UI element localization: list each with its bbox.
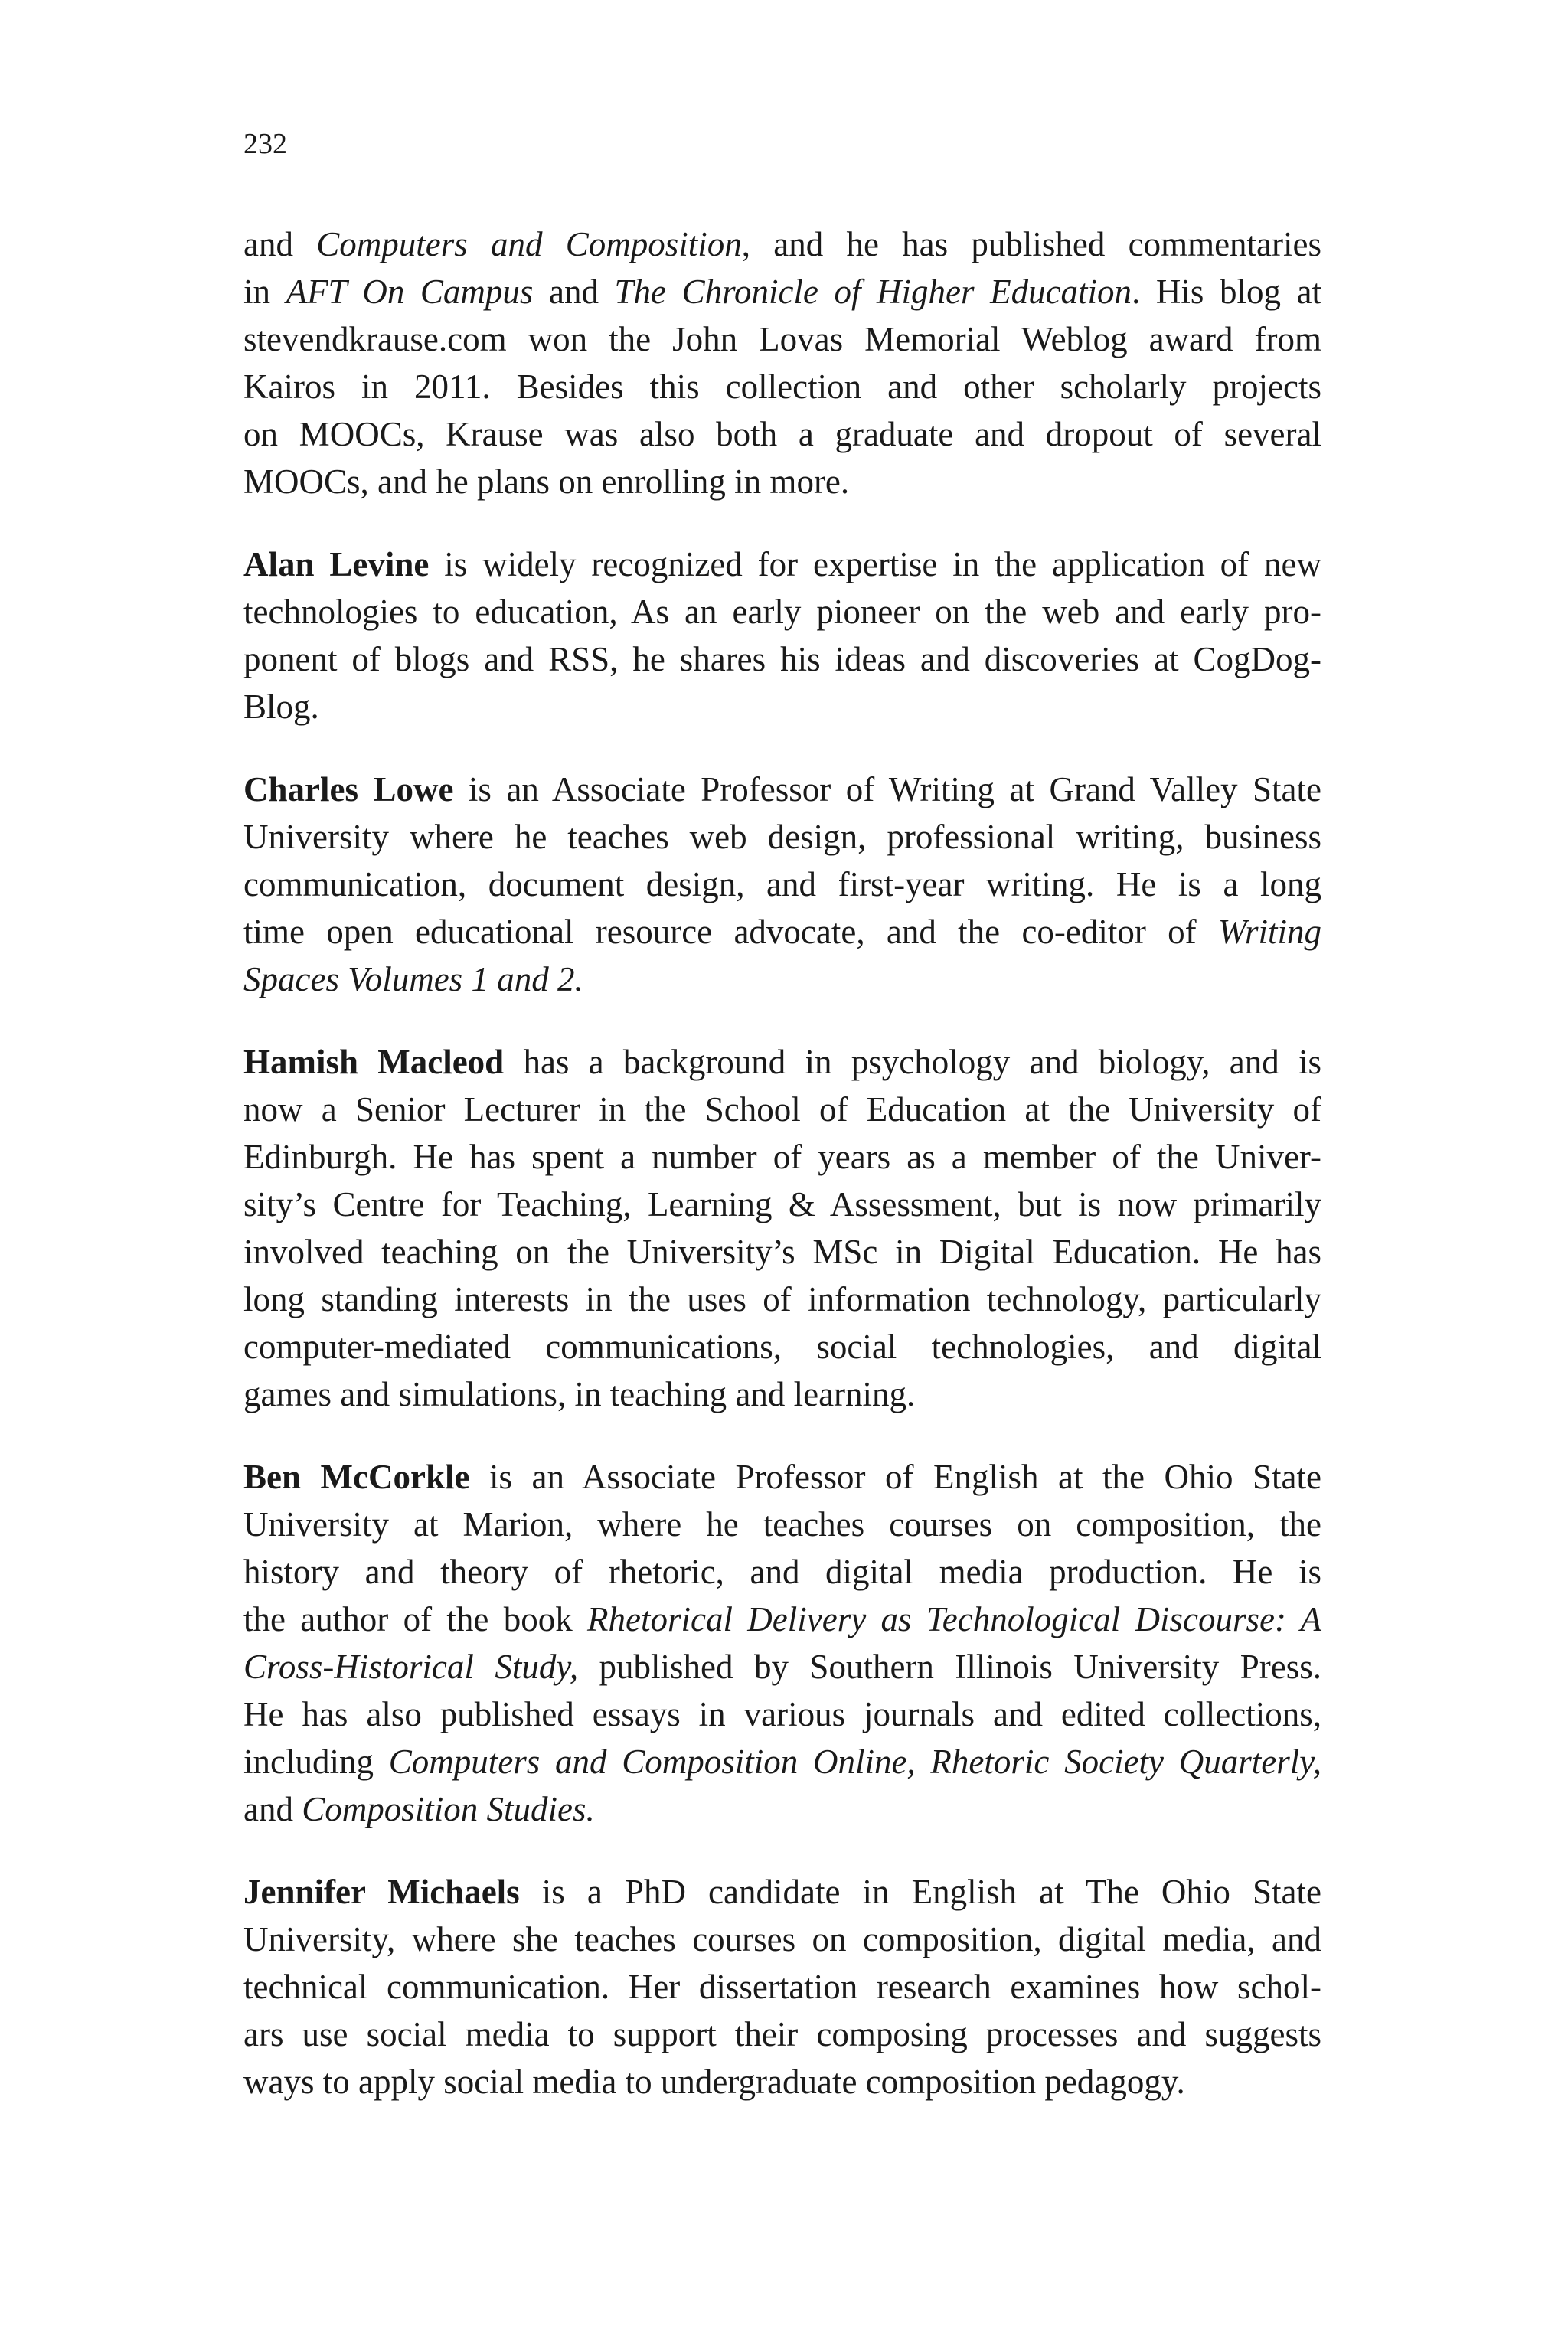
text-run: is an Associate Professor of English at the Ohio State bbox=[469, 1458, 1321, 1496]
text-run: is widely recognized for expertise in the application of new bbox=[429, 545, 1321, 583]
text-line bbox=[243, 1181, 1321, 1228]
text-line bbox=[243, 1228, 1321, 1276]
text-line bbox=[243, 1643, 1321, 1690]
text-run: University at Marion, where he teaches courses on composition, the bbox=[243, 1505, 1321, 1544]
text-line bbox=[243, 1548, 1321, 1596]
text-line bbox=[243, 1133, 1321, 1181]
contributor-name: Jennifer Michaels bbox=[243, 1873, 520, 1911]
text-line bbox=[243, 2058, 1321, 2105]
text-run: and bbox=[533, 273, 615, 311]
text-run: involved teaching on the University’s MSc in Digital Education. He has bbox=[243, 1233, 1321, 1271]
text-line bbox=[243, 1276, 1321, 1323]
text-run: time open educational resource advocate, and the co-editor of bbox=[243, 913, 1218, 951]
text-line bbox=[243, 588, 1321, 635]
bio-paragraph-lowe bbox=[243, 766, 1321, 1003]
text-line bbox=[243, 220, 1321, 268]
text-run: on MOOCs, Krause was also both a graduate and dropout of several bbox=[243, 415, 1321, 453]
text-line bbox=[243, 1868, 1321, 1916]
text-run: . His blog at bbox=[1132, 273, 1321, 311]
text-line bbox=[243, 813, 1321, 861]
text-line bbox=[243, 635, 1321, 683]
contributor-bios bbox=[243, 220, 1321, 2141]
text-line bbox=[243, 1086, 1321, 1133]
text-run: history and theory of rhetoric, and digital media production. He is bbox=[243, 1553, 1321, 1591]
italic-title: Cross-Historical Study, bbox=[243, 1648, 579, 1686]
contributor-name: Charles Lowe bbox=[243, 770, 454, 808]
text-run: MOOCs, and he plans on enrolling in more. bbox=[243, 462, 850, 501]
text-line bbox=[243, 1916, 1321, 1963]
contributor-name: Hamish Macleod bbox=[243, 1043, 505, 1081]
text-run: Edinburgh. He has spent a number of years as a member of the Univer- bbox=[243, 1138, 1321, 1176]
contributor-name: Alan Levine bbox=[243, 545, 430, 583]
text-run: and bbox=[243, 225, 317, 263]
text-run: including bbox=[243, 1743, 389, 1781]
text-run: Blog. bbox=[243, 688, 319, 726]
text-line bbox=[243, 1596, 1321, 1643]
text-line bbox=[243, 1453, 1321, 1501]
text-run: technologies to education, As an early pioneer on the web and early pro- bbox=[243, 593, 1321, 631]
text-run: now a Senior Lecturer in the School of Education at the University of bbox=[243, 1090, 1321, 1129]
text-run: games and simulations, in teaching and learning. bbox=[243, 1375, 916, 1413]
text-run: ars use social media to support their composing processes and suggests bbox=[243, 2015, 1321, 2053]
text-line bbox=[243, 861, 1321, 908]
text-line bbox=[243, 908, 1321, 956]
italic-title: AFT On Campus bbox=[286, 273, 534, 311]
italic-title: Computers and Composition bbox=[316, 225, 742, 263]
text-run: University, where she teaches courses on composition, digital media, and bbox=[243, 1920, 1321, 1958]
contributor-name: Ben McCorkle bbox=[243, 1458, 470, 1496]
text-line bbox=[243, 363, 1321, 410]
italic-title: Computers and Composition Online, Rhetoric Society Quarterly, bbox=[388, 1743, 1321, 1781]
text-run: in bbox=[243, 273, 286, 311]
text-line bbox=[243, 2011, 1321, 2058]
bio-paragraph-macleod bbox=[243, 1038, 1321, 1418]
text-run: University where he teaches web design, professional writing, business bbox=[243, 818, 1321, 856]
text-run: is a PhD candidate in English at The Ohio State bbox=[519, 1873, 1321, 1911]
text-run: sity’s Centre for Teaching, Learning & Assessment, but is now primarily bbox=[243, 1185, 1321, 1223]
text-line bbox=[243, 1323, 1321, 1370]
text-run: has a background in psychology and biology, and is bbox=[504, 1043, 1321, 1081]
italic-title: Spaces Volumes 1 and 2. bbox=[243, 960, 583, 998]
bio-paragraph-krause bbox=[243, 220, 1321, 505]
text-line bbox=[243, 1501, 1321, 1548]
italic-title: Rhetorical Delivery as Technological Discourse: A bbox=[587, 1600, 1321, 1638]
text-line bbox=[243, 315, 1321, 363]
text-run: ponent of blogs and RSS, he shares his ideas and discoveries at CogDog- bbox=[243, 640, 1321, 678]
text-run: the author of the book bbox=[243, 1600, 588, 1638]
text-line bbox=[243, 1690, 1321, 1738]
text-run: stevendkrause.com won the John Lovas Memorial Weblog award from bbox=[243, 320, 1321, 358]
text-run: computer-mediated communications, social technologies, and digital bbox=[243, 1328, 1321, 1366]
text-line bbox=[243, 766, 1321, 813]
italic-title: Writing bbox=[1217, 913, 1321, 951]
text-run: ways to apply social media to undergraduate composition pedagogy. bbox=[243, 2063, 1185, 2101]
text-run: is an Associate Professor of Writing at Grand Valley State bbox=[453, 770, 1321, 808]
italic-title: Composition Studies. bbox=[302, 1790, 595, 1828]
text-line bbox=[243, 541, 1321, 588]
italic-title: The Chronicle of Higher Education bbox=[614, 273, 1132, 311]
text-line bbox=[243, 956, 1321, 1003]
text-line bbox=[243, 683, 1321, 730]
bio-paragraph-michaels bbox=[243, 1868, 1321, 2105]
text-line bbox=[243, 1738, 1321, 1785]
text-run: , and he has published commentaries bbox=[741, 225, 1322, 263]
text-line bbox=[243, 1038, 1321, 1086]
text-line bbox=[243, 458, 1321, 505]
bio-paragraph-levine bbox=[243, 541, 1321, 730]
text-line bbox=[243, 410, 1321, 458]
text-run: and bbox=[243, 1790, 302, 1828]
text-run: published by Southern Illinois University Press. bbox=[578, 1648, 1321, 1686]
text-run: technical communication. Her dissertation research examines how schol- bbox=[243, 1968, 1321, 2006]
page-number: 232 bbox=[243, 128, 287, 160]
text-line bbox=[243, 268, 1321, 315]
text-line bbox=[243, 1963, 1321, 2011]
text-line bbox=[243, 1370, 1321, 1418]
text-run: communication, document design, and first-year writing. He is a long bbox=[243, 865, 1321, 903]
text-run: He has also published essays in various journals and edited collections, bbox=[243, 1695, 1321, 1733]
text-run: Kairos in 2011. Besides this collection and other scholarly projects bbox=[243, 368, 1321, 406]
text-run: long standing interests in the uses of information technology, particularly bbox=[243, 1280, 1321, 1318]
text-line bbox=[243, 1785, 1321, 1833]
bio-paragraph-mccorkle bbox=[243, 1453, 1321, 1833]
